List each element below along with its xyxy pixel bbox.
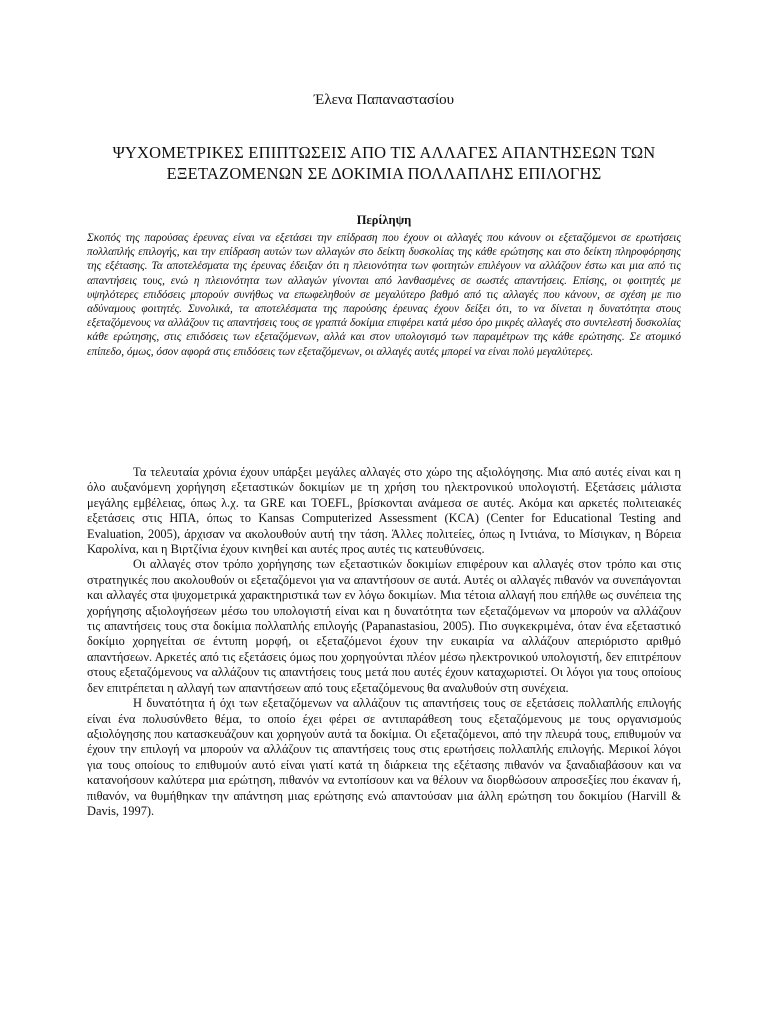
- abstract-text: Σκοπός της παρούσας έρευνας είναι να εξετάσει την επίδραση που έχουν οι αλλαγές που κάνουν οι εξεταζόμενοι σε ερωτήσεις πολλαπλής επιλογής, και την επίδραση αυτών των αλλαγών στο δείκτη δυσκολίας της κάθε ερώτησης και στο δείκτη πληροφόρησης της εξέτασης. Τα αποτελέσματα της έρευνας έδειξαν ότι η πλειονότητα των φοιτητών επιλέγουν να αλλάζουν έστω και μια από τις απαντήσεις τους, ενώ η πλειονότητα των αλλαγών γίνονται από λανθασμένες σε σωστές απαντήσεις. Επίσης, οι φοιτητές με υψηλότερες επιδόσεις μπορούν συνήθως να επωφεληθούν σε μεγαλύτερο βαθμό από τις αλλαγές που κάνουν, σε σχέση με πιο αδύναμους φοιτητές. Συνολικά, τα αποτελέσματα της παρούσης έρευνας έχουν δείξει ότι, το να δίνεται η δυνατότητα στους εξεταζόμενους να αλλάζουν τις απαντήσεις τους σε γραπτά δοκίμια επιφέρει κατά μέσο όρο μικρές αλλαγές στο συντελεστή δυσκολίας κάθε ερώτησης, στις επιδόσεις των εξεταζόμενων, αλλά και στον υπολογισμό των παραμέτρων της κάθε ερώτησης. Σε ατομικό επίπεδο, όμως, όσον αφορά στις επιδόσεις των εξεταζόμενων, οι αλλαγές αυτές μπορεί να είναι πολύ μεγαλύτερες.: [87, 232, 681, 358]
- paper-title: ΨΥΧΟΜΕΤΡΙΚΕΣ ΕΠΙΠΤΩΣΕΙΣ ΑΠΟ ΤΙΣ ΑΛΛΑΓΕΣ ΑΠΑΝΤΗΣΕΩΝ ΤΩΝ ΕΞΕΤΑΖΟΜΕΝΩΝ ΣΕ ΔΟΚΙΜΙΑ ΠΟΛΛΑΠΛΗΣ ΕΠΙΛΟΓΗΣ: [112, 143, 656, 183]
- body-paragraph: Οι αλλαγές στον τρόπο χορήγησης των εξεταστικών δοκιμίων επιφέρουν και αλλαγές στον τρόπο και στις στρατηγικές που ακολουθούν οι εξεταζόμενοι για να απαντήσουν σε αυτά. Αυτές οι αλλαγές πιθανόν να συνεπάγονται και αλλαγές στα ψυχομετρικά χαρακτηριστικά των εν λόγω δοκιμίων. Μια τέτοια αλλαγή που επήλθε ως συνέπεια της χορήγησης αξιολογήσεων μέσω του υπολογιστή είναι και η δυνατότητα των εξεταζόμενων να μπορούν να αλλάζουν τις απαντήσεις τους στα δοκίμια πολλαπλής επιλογής (Papanastasiou, 2005). Πιο συγκεκριμένα, όταν ένα εξεταστικό δοκίμιο χορηγείται σε έντυπη μορφή, οι εξεταζόμενοι έχουν την ευκαιρία να αλλάζουν απεριόριστο αριθμό απαντήσεων. Αρκετές από τις εξετάσεις όμως που χορηγούνται πλέον μέσω ηλεκτρονικού υπολογιστή, δεν επιτρέπουν στους εξεταζόμενους να αλλάζουν τις απαντήσεις τους μετά που αυτές έχουν καταχωριστεί. Οι λόγοι για τους οποίους δεν επιτρέπεται η αλλαγή των απαντήσεων από τους εξεταζόμενους θα αναλυθούν στη συνέχεια.: [87, 557, 681, 695]
- body-paragraph: Η δυνατότητα ή όχι των εξεταζόμενων να αλλάζουν τις απαντήσεις τους σε εξετάσεις πολλαπλής επιλογής είναι ένα πολυσύνθετο θέμα, το οποίο έχει φέρει σε αντιπαράθεση τους εξεταζόμενους με τους οργανισμούς αξιολόγησης που κατασκευάζουν και χορηγούν αυτά τα δοκίμια. Οι εξεταζόμενοι, από την πλευρά τους, επιθυμούν να έχουν την επιλογή να μπορούν να αλλάζουν τις απαντήσεις τους στις ερωτήσεις πολλαπλής επιλογής. Μερικοί λόγοι για τους οποίους το επιθυμούν αυτό είναι γιατί κατά τη διάρκεια της εξέτασης πιθανόν να ξαναδιαβάσουν και να κατανοήσουν καλύτερα μια ερώτηση, πιθανόν να εντοπίσουν και να θέλουν να διορθώσουν απροσεξίες που έκαναν ή, πιθανόν, να θυμήθηκαν την απάντηση μιας ερώτησης ενώ απαντούσαν μια άλλη ερώτηση του δοκιμίου (Harvill & Davis, 1997).: [87, 696, 681, 818]
- body-paragraph: Τα τελευταία χρόνια έχουν υπάρξει μεγάλες αλλαγές στο χώρο της αξιολόγησης. Μια από αυτές είναι και η όλο αυξανόμενη χορήγηση εξεταστικών δοκιμίων με τη χρήση του ηλεκτρονικού υπολογιστή. Εξετάσεις μάλιστα μεγάλης εμβέλειας, όπως λ.χ. τα GRE και TOEFL, βρίσκονται ανάμεσα σε αυτές. Ακόμα και αρκετές πολιτειακές εξετάσεις στις ΗΠΑ, όπως το Kansas Computerized Assessment (KCA) (Center for Educational Testing and Evaluation, 2005), άρχισαν να ακολουθούν αυτή την τάση. Άλλες πολιτείες, όπως η Ιντιάνα, το Μίσιγκαν, η Βόρεια Καρολίνα, και η Βιρτζίνια έχουν κινηθεί και αυτές προς αυτές τις κατευθύνσεις.: [87, 465, 681, 557]
- abstract-heading: Περίληψη: [356, 213, 412, 227]
- body-text: [87, 465, 681, 819]
- author-name: Έλενα Παπαναστασίου: [313, 92, 455, 108]
